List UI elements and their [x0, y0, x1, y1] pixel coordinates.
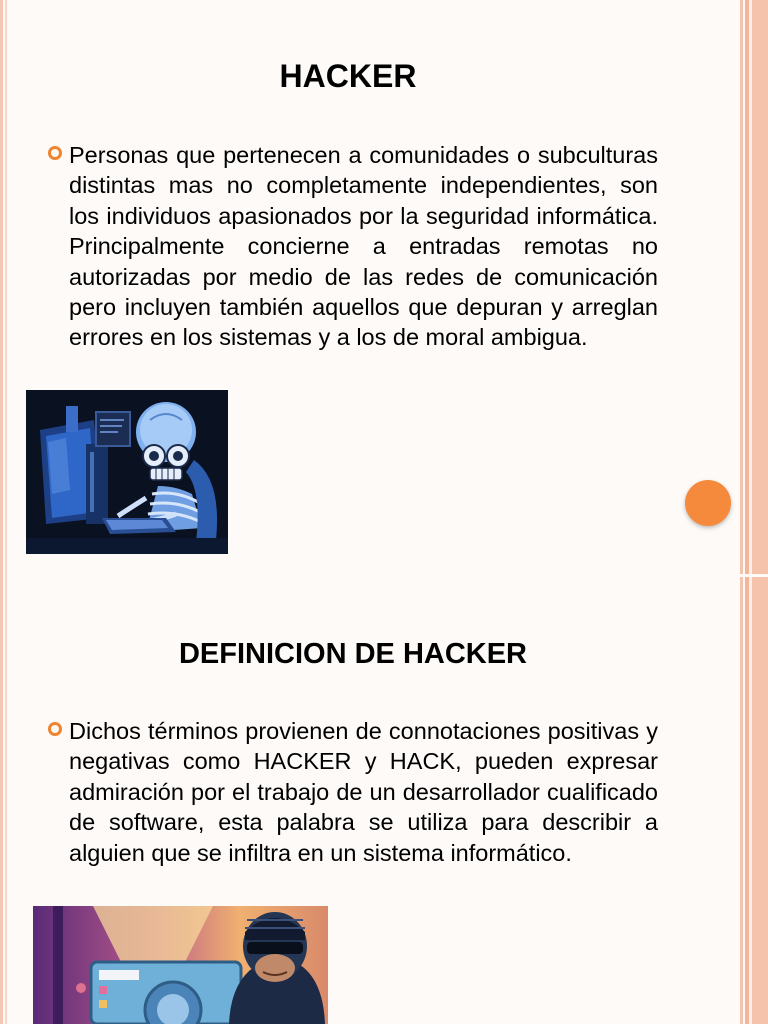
bullet-circle-icon [48, 722, 62, 736]
slide2-title: DEFINICION DE HACKER [178, 638, 527, 670]
orange-circle-decoration [685, 480, 731, 526]
slide1-bullet-text: Personas que pertenecen a comunidades o subculturas distintas mas no completamente independientes, son los individuos apasionados por la seguridad informática. Principalmente concierne a entradas remotas no autorizadas por medio de las redes de comunicación pero incluyen también aquellos que depuran y arreglan errores en los sistemas y a los de moral ambigua. [69, 142, 658, 351]
slide2-bullet [48, 716, 658, 868]
bullet-circle-icon [48, 146, 62, 160]
burglar-safe-image [33, 906, 328, 1024]
burglar-safe-icon [33, 906, 328, 1024]
slide-divider [736, 574, 768, 577]
slide1-bullet [48, 140, 658, 353]
skeleton-hacker-icon [26, 390, 228, 554]
slide1-title: HACKER [279, 58, 417, 94]
slide2-bullet-text: Dichos términos provienen de connotaciones positivas y negativas como HACKER y HACK, pueden expresar admiración por el trabajo de un desarrollador cualificado de software, esta palabra se utiliza para describir a alguien que se infiltra en un sistema informático. [69, 718, 658, 866]
right-decorative-border [736, 0, 768, 1024]
left-decorative-border [0, 0, 10, 1024]
skeleton-hacker-image [26, 390, 228, 554]
